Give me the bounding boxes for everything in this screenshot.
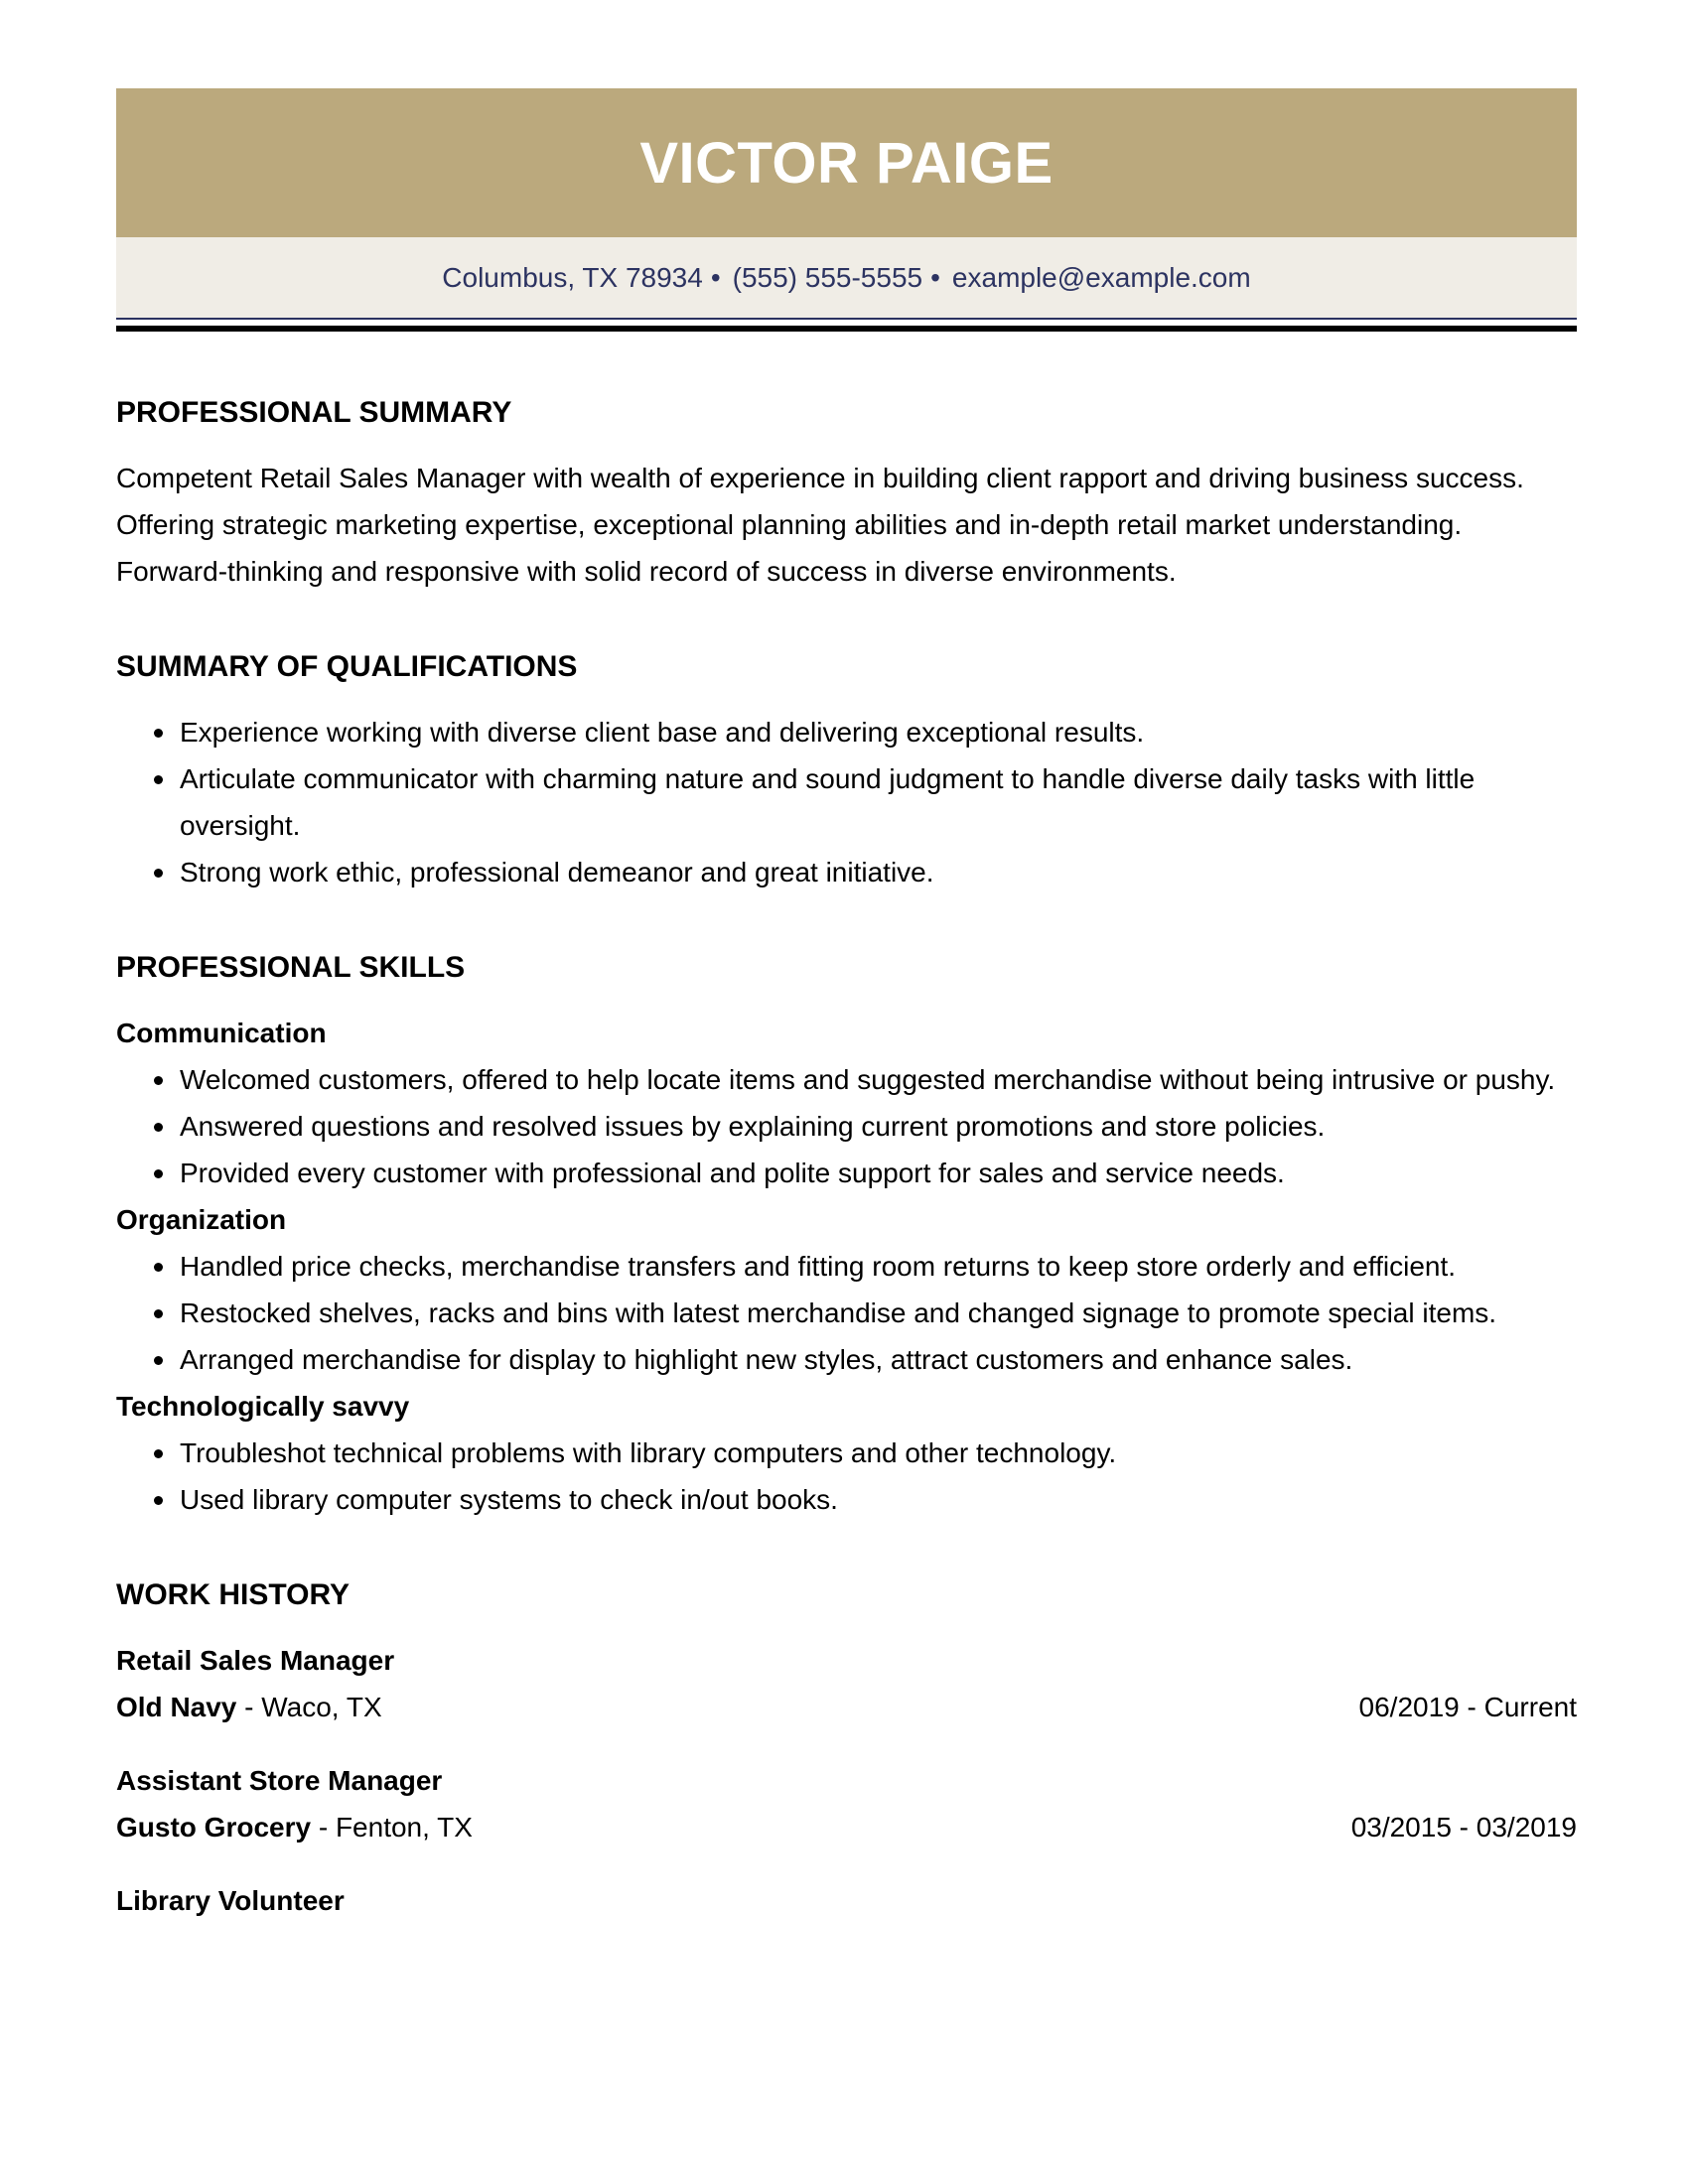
list-item: Articulate communicator with charming nature and sound judgment to handle diverse daily tasks with little oversight. <box>116 755 1577 849</box>
candidate-name: VICTOR PAIGE <box>639 130 1054 196</box>
professional-summary-section <box>116 395 1577 595</box>
name-banner <box>116 88 1577 237</box>
skill-group-title: Organization <box>116 1204 287 1235</box>
work-history-section <box>116 1577 1577 1924</box>
list-item: Troubleshot technical problems with library computers and other technology. <box>116 1430 1577 1476</box>
qualifications-section <box>116 649 1577 895</box>
company-name: Gusto Grocery <box>116 1812 312 1843</box>
resume-page <box>116 88 1577 1951</box>
job-entry <box>116 1757 1577 1850</box>
qualifications-list <box>116 709 1577 895</box>
skills-section <box>116 950 1577 1523</box>
separator-dot: • <box>710 261 721 293</box>
list-item: Welcomed customers, offered to help locate items and suggested merchandise without being intrusive or pushy. <box>116 1056 1577 1103</box>
job-details <box>116 1684 1577 1730</box>
section-title: PROFESSIONAL SUMMARY <box>116 396 512 429</box>
list-item: Experience working with diverse client base and delivering exceptional results. <box>116 709 1577 755</box>
list-item: Arranged merchandise for display to highlight new styles, attract customers and enhance sales. <box>116 1336 1577 1383</box>
employer-line <box>116 1684 382 1730</box>
list-item: Handled price checks, merchandise transfers and fitting room returns to keep store orderly and efficient. <box>116 1243 1577 1290</box>
job-title: Retail Sales Manager <box>116 1645 395 1676</box>
job-dates: 06/2019 - Current <box>1358 1692 1577 1722</box>
job-title: Assistant Store Manager <box>116 1765 443 1796</box>
section-title: SUMMARY OF QUALIFICATIONS <box>116 650 578 683</box>
job-location: - Fenton, TX <box>311 1812 473 1843</box>
skill-list <box>116 1430 1577 1523</box>
summary-text: Competent Retail Sales Manager with wealth of experience in building client rapport and driving business success. Offering strategic marketing expertise, exceptional planning abilities and in-depth retail market understanding. Forward-thinking and responsive with solid record of success in diverse environments. <box>116 463 1524 587</box>
separator-dot: • <box>930 261 940 293</box>
list-item: Strong work ethic, professional demeanor and great initiative. <box>116 849 1577 895</box>
job-dates: 03/2015 - 03/2019 <box>1350 1812 1577 1843</box>
divider-thick <box>116 326 1577 332</box>
list-item: Provided every customer with professional and polite support for sales and service needs. <box>116 1150 1577 1196</box>
list-item: Used library computer systems to check in/out books. <box>116 1476 1577 1523</box>
contact-bar <box>116 237 1577 318</box>
job-details <box>116 1804 1577 1850</box>
skill-group-title: Technologically savvy <box>116 1391 410 1422</box>
phone: (555) 555-5555 <box>732 261 923 293</box>
header-divider <box>116 318 1577 332</box>
skill-list <box>116 1056 1577 1196</box>
job-entry <box>116 1637 1577 1730</box>
address: Columbus, TX 78934 <box>442 261 703 293</box>
skill-list <box>116 1243 1577 1383</box>
list-item: Restocked shelves, racks and bins with latest merchandise and changed signage to promote special items. <box>116 1290 1577 1336</box>
skill-group-title: Communication <box>116 1018 327 1048</box>
email: example@example.com <box>951 261 1251 293</box>
list-item: Answered questions and resolved issues by explaining current promotions and store policies. <box>116 1103 1577 1150</box>
section-title: PROFESSIONAL SKILLS <box>116 951 466 984</box>
company-name: Old Navy <box>116 1692 237 1722</box>
section-title: WORK HISTORY <box>116 1578 351 1611</box>
employer-line <box>116 1804 473 1850</box>
job-title: Library Volunteer <box>116 1885 345 1916</box>
job-entry <box>116 1877 1577 1924</box>
job-location: - Waco, TX <box>236 1692 382 1722</box>
